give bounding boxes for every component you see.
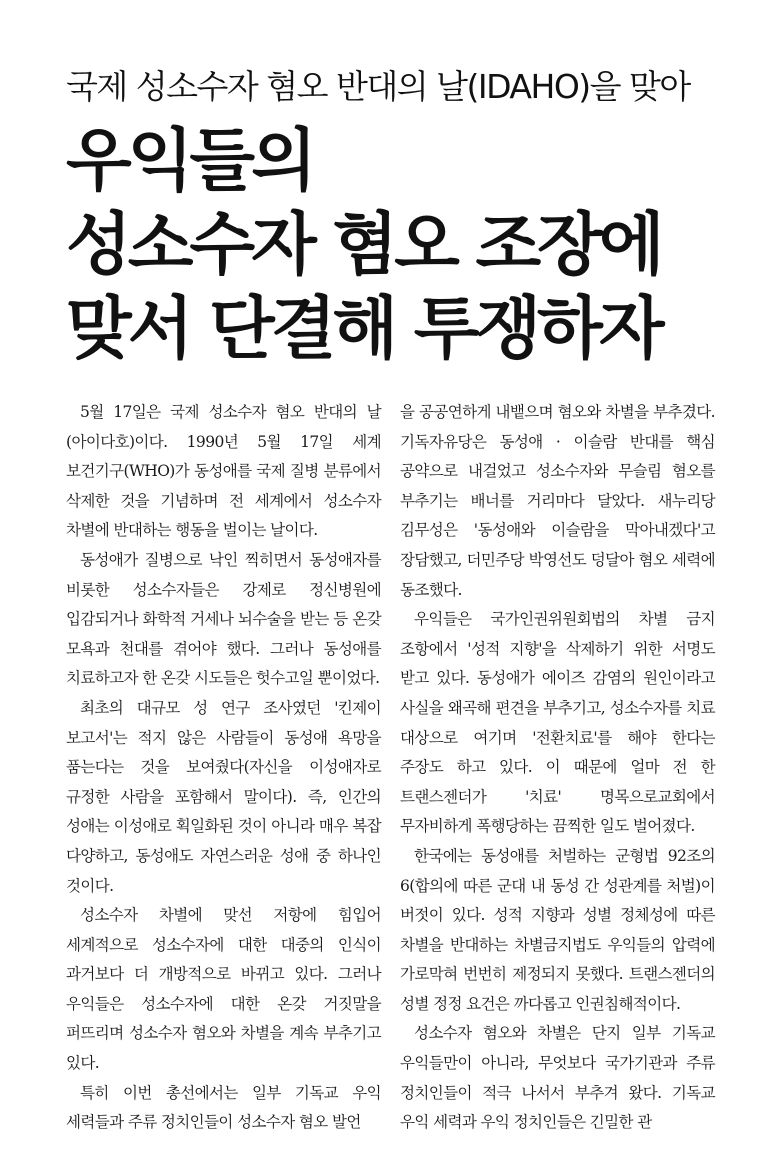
paragraph: 최초의 대규모 성 연구 조사였던 '킨제이 보고서'는 적지 않은 사람들이 동성애 욕망을 품는다는 것을 보여줬다(자신을 이성애자로 규정한 사람을 포함해서 말이다). 즉, 인간의 성애는 이성애로 획일화된 것이 아니라 매우 복잡 다양하고, 동성애도 자연스러운 성애 중 하나인 것이다.: [66, 698, 381, 895]
headline-line-3: 맞서 단결해 투쟁하자: [66, 290, 661, 369]
subtitle: 국제 성소수자 혐오 반대의 날(IDAHO)을 맞아: [66, 67, 690, 106]
headline-line-2: 성소수자 혐오 조장에: [66, 206, 661, 285]
paragraph: 성소수자 차별에 맞선 저항에 힘입어 세계적으로 성소수자에 대한 대중의 인식이 과거보다 더 개방적으로 바뀌고 있다. 그러나 우익들은 성소수자에 대한 온갖 거짓말을 퍼뜨리며 성소수자 혐오와 차별을 계속 부추기고 있다.: [66, 906, 381, 1073]
paragraph: 한국에는 동성애를 처벌하는 군형법 92조의 6(합의에 따른 군대 내 동성 간 성관계를 처벌)이 버젓이 있다. 성적 지향과 성별 정체성에 따른 차별을 반대하는 차별금지법도 우익들의 압력에 가로막혀 번번히 제정되지 못했다. 트랜스젠더의 성별 정정 요건은 까다롭고 인권침해적이다.: [400, 846, 715, 1013]
headline-line-1: 우익들의: [66, 122, 313, 201]
paragraph-continued: 을 공공연하게 내뱉으며 혐오와 차별을 부추겼다. 기독자유당은 동성애 · 이슬람 반대를 핵심 공약으로 내걸었고 성소수자와 무슬림 혐오를 부추기는 배너를 거리마다 달았다. 새누리당 김무성은 '동성애와 이슬람을 막아내겠다'고 장담했고, 더민주당 박영선도 덩달아 혐오 세력에 동조했다.: [400, 403, 715, 599]
paragraph: 5월 17일은 국제 성소수자 혐오 반대의 날(아이다호)이다. 1990년 5월 17일 세계 보건기구(WHO)가 동성애를 국제 질병 분류에서 삭제한 것을 기념하며 전 세계에서 성소수자 차별에 반대하는 행동을 벌이는 날이다.: [66, 403, 381, 540]
paragraph: 특히 이번 총선에서는 일부 기독교 우익 세력들과 주류 정치인들이 성소수자 혐오 발언: [66, 1083, 381, 1132]
paragraph: 동성애가 질병으로 낙인 찍히면서 동성애자를 비롯한 성소수자들은 강제로 정신병원에 입감되거나 화학적 거세나 뇌수술을 받는 등 온갖 모욕과 천대를 겪어야 했다. 그러나 동성애를 치료하고자 한 온갖 시도들은 헛수고일 뿐이었다.: [66, 550, 381, 688]
headline: [66, 120, 746, 372]
article-column-left: [66, 398, 381, 1138]
paragraph: 우익들은 국가인권위원회법의 차별 금지 조항에서 '성적 지향'을 삭제하기 위한 서명도 받고 있다. 동성애가 에이즈 감염의 원인이라고 사실을 왜곡해 편견을 부추기고, 성소수자를 치료 대상으로 여기며 '전환치료'를 해야 한다는 주장도 하고 있다. 이 때문에 얼마 전 한 트랜스젠더가 '치료' 명목으로교회에서 무자비하게 폭행당하는 끔찍한 일도 벌어졌다.: [400, 610, 715, 836]
paragraph: 성소수자 혐오와 차별은 단지 일부 기독교 우익들만이 아니라, 무엇보다 국가기관과 주류 정치인들이 적극 나서서 부추겨 왔다. 기독교 우익 세력과 우익 정치인들은 긴밀한 관: [400, 1024, 715, 1132]
article-column-right: [400, 398, 715, 1138]
